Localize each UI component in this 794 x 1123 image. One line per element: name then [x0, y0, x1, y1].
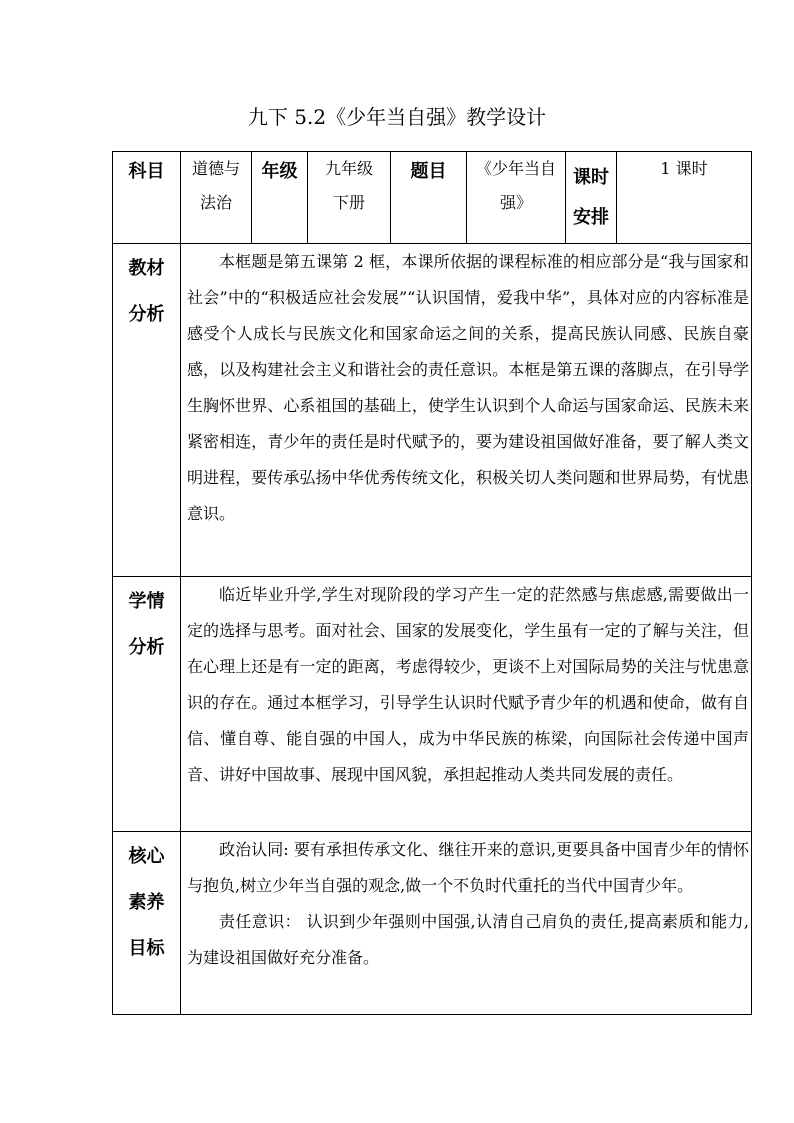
section-label [113, 577, 181, 832]
section-paragraph: 本框题是第五课第 2 框，本课所依据的课程标准的相应部分是“我与国家和社会”中的“积极适应社会发展”“认识国情，爱我中华”，具体对应的内容标准是感受个人成长与民族文化和国家命运之间的关系，提高民族认同感、民族自豪感，以及构建社会主义和谐社会的责任意识。本框是第五课的落脚点，在引导学生胸怀世界、心系祖国的基础上，使学生认识到个人命运与国家命运、民族未来紧密相连，青少年的责任是时代赋予的，要为建设祖国做好准备，要了解人类文明进程，要传承弘扬中华优秀传统文化，积极关切人类问题和世界局势，有忧患意识。 [187, 252, 749, 523]
section-paragraph: 责任意识： 认识到少年强则中国强,认清自己肩负的责任,提高素质和能力,为建设祖国做好充分准备。 [187, 912, 749, 967]
grade-value [308, 152, 391, 244]
topic-label: 题目 [391, 152, 467, 244]
subject-label: 科目 [113, 152, 181, 244]
topic-value-line: 强》 [499, 193, 532, 212]
section-label-line: 核心 [128, 846, 165, 867]
header-row [113, 152, 752, 244]
lesson-plan-table [112, 151, 752, 1015]
section-paragraph: 政治认同: 要有承担传承文化、继往开来的意识,更要具备中国青少年的情怀与抱负,树立少年当自强的观念,做一个不负时代重托的当代中国青少年。 [187, 840, 749, 895]
section-content [181, 832, 752, 1015]
section-label-line: 素养 [128, 892, 165, 913]
section-label-line: 目标 [128, 938, 165, 959]
topic-value-line: 《少年当自 [475, 159, 556, 178]
section-label-line: 分析 [128, 304, 165, 325]
hours-label-line: 安排 [573, 207, 609, 228]
section-label-line: 教材 [128, 258, 165, 279]
hours-label-line: 课时 [573, 167, 609, 188]
section-label-line: 学情 [128, 591, 165, 612]
grade-value-line: 下册 [332, 193, 365, 212]
section-row-student-analysis [113, 577, 752, 832]
section-row-textbook-analysis [113, 244, 752, 577]
section-content [181, 577, 752, 832]
hours-value: 1 课时 [617, 152, 752, 244]
topic-value [467, 152, 566, 244]
section-content [181, 244, 752, 577]
hours-label [566, 152, 617, 244]
subject-value [181, 152, 252, 244]
grade-label: 年级 [252, 152, 308, 244]
subject-value-line: 法治 [199, 193, 232, 212]
page-title: 九下 5.2《少年当自强》教学设计 [247, 105, 547, 129]
section-paragraph: 临近毕业升学,学生对现阶段的学习产生一定的茫然感与焦虑感,需要做出一定的选择与思考。面对社会、国家的发展变化，学生虽有一定的了解与关注，但在心理上还是有一定的距离，考虑得较少，更谈不上对国际局势的关注与忧患意识的存在。通过本框学习，引导学生认识时代赋予青少年的机遇和使命，做有自信、懂自尊、能自强的中国人，成为中华民族的栋梁，向国际社会传递中国声音、讲好中国故事、展现中国风貌，承担起推动人类共同发展的责任。 [187, 585, 749, 784]
grade-value-line: 九年级 [324, 159, 373, 178]
section-label [113, 244, 181, 577]
section-label-line: 分析 [128, 637, 165, 658]
section-label [113, 832, 181, 1015]
subject-value-line: 道德与 [191, 159, 240, 178]
section-row-core-competency [113, 832, 752, 1015]
